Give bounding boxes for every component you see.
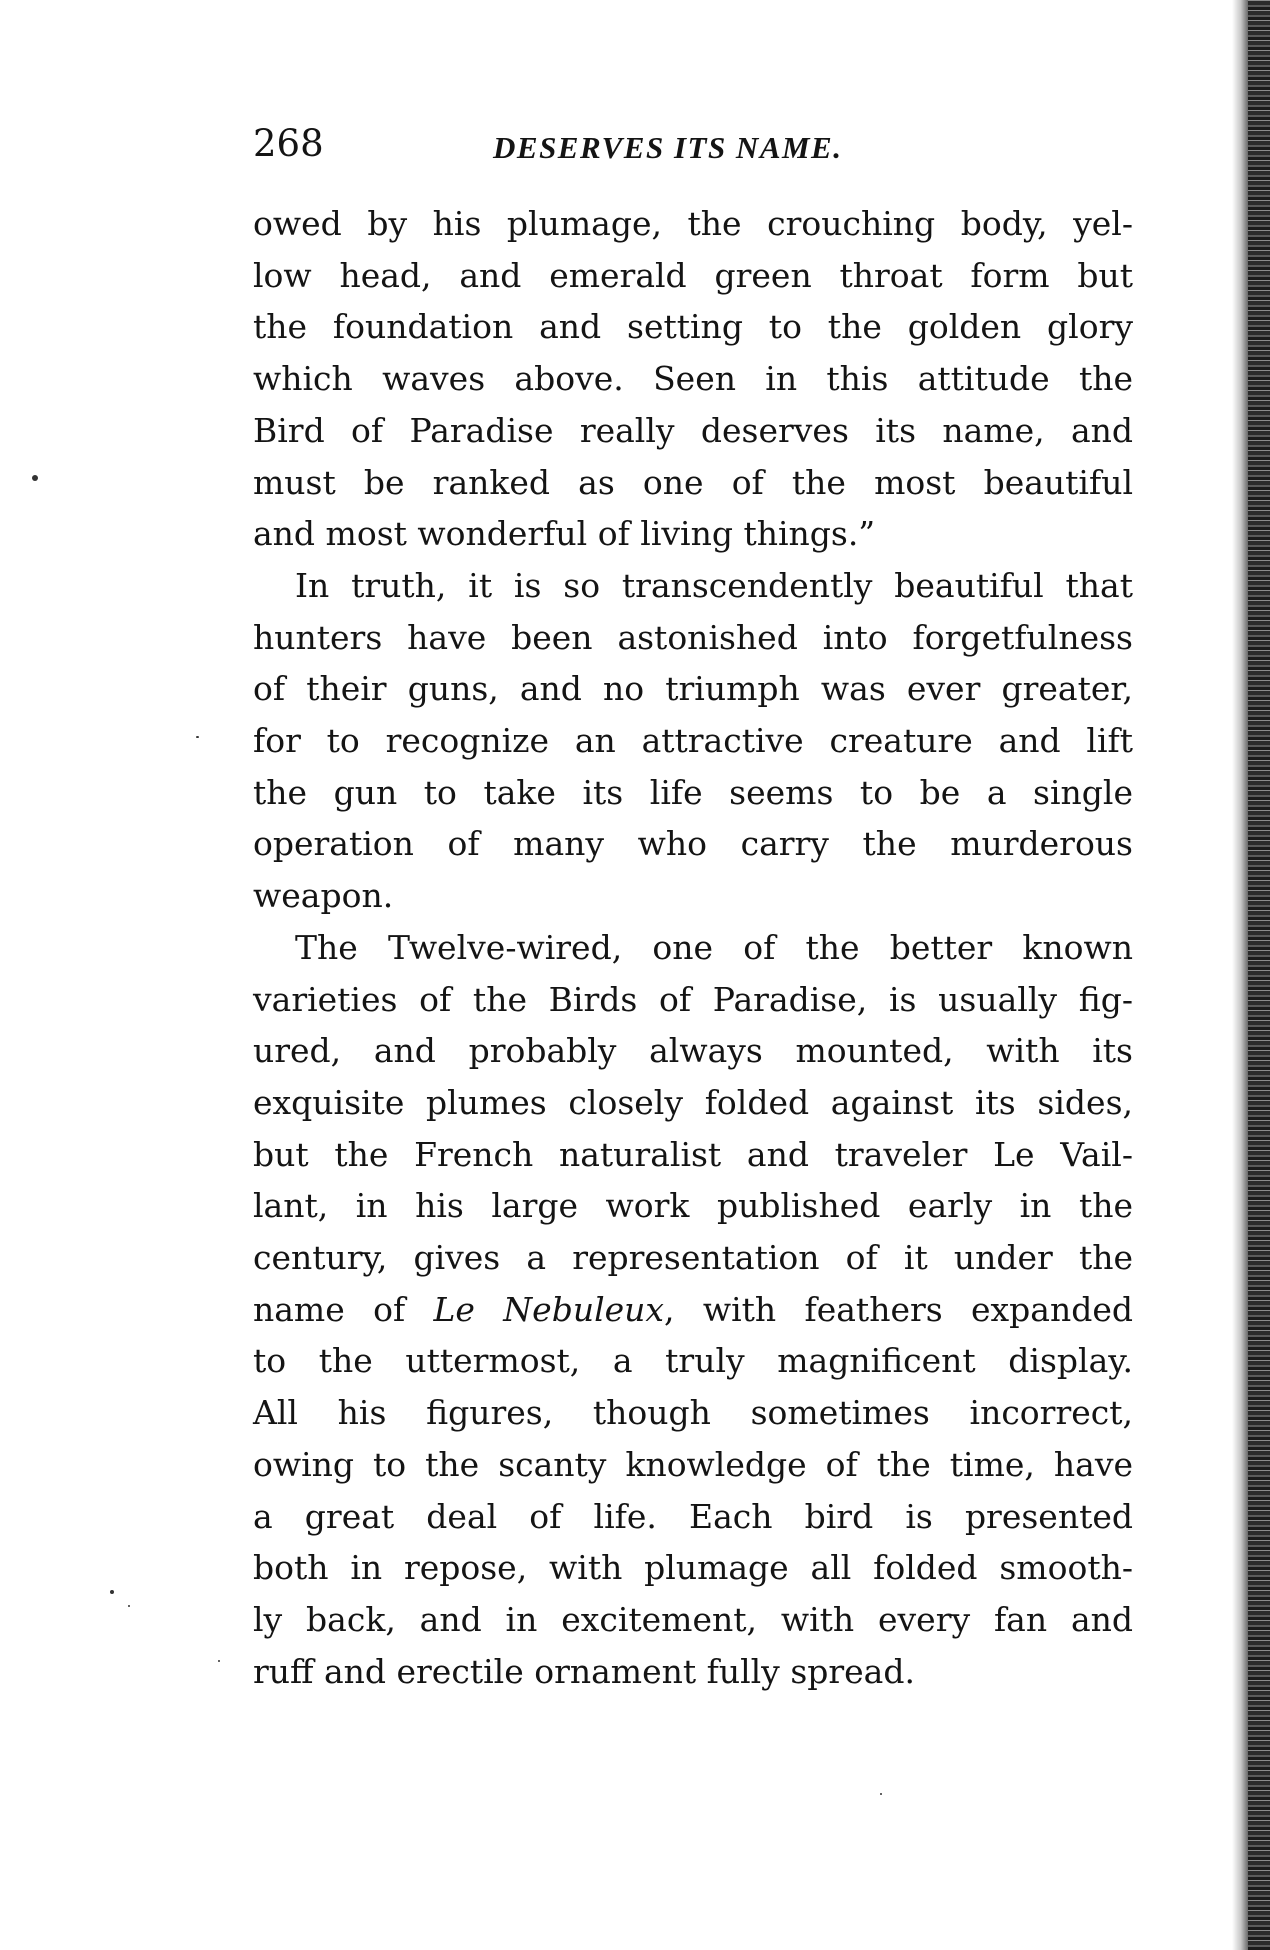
text-line: owing to the scanty knowledge of the time, have: [253, 1444, 1133, 1484]
text-line: both in repose, with plumage all folded smooth-: [253, 1548, 1133, 1588]
text-line: The Twelve-wired, one of the better known: [295, 927, 1133, 967]
text-line: to the uttermost, a truly magnificent display.: [253, 1341, 1133, 1381]
text-line: weapon.: [253, 876, 394, 916]
text-line: of their guns, and no triumph was ever greater,: [253, 669, 1133, 709]
text-line: lant, in his large work published early in the: [253, 1186, 1133, 1226]
text-line: but the French naturalist and traveler Le Vail-: [253, 1134, 1133, 1174]
text-line: low head, and emerald green throat form but: [253, 255, 1133, 295]
text-line: varieties of the Birds of Paradise, is usually fig-: [253, 979, 1133, 1019]
italic-title: Le Nebuleux: [433, 1289, 665, 1329]
text-line: Bird of Paradise really deserves its name, and: [253, 410, 1133, 450]
text-line: ruff and erectile ornament fully spread.: [253, 1651, 915, 1691]
scan-speck: [218, 1660, 220, 1662]
text-line: All his figures, though sometimes incorrect,: [253, 1393, 1133, 1433]
text-line: and most wonderful of living things.”: [253, 514, 876, 554]
scan-speck: [110, 1590, 114, 1594]
scan-speck: [32, 475, 38, 481]
text-line: must be ranked as one of the most beautiful: [253, 462, 1133, 502]
text-line: operation of many who carry the murderous: [253, 824, 1133, 864]
text-run: , with feathers expanded: [664, 1289, 1133, 1329]
text-line: the foundation and setting to the golden glory: [253, 307, 1133, 347]
text-line: exquisite plumes closely folded against its sides,: [253, 1082, 1133, 1122]
text-line: ly back, and in excitement, with every fan and: [253, 1599, 1133, 1639]
text-line: which waves above. Seen in this attitude the: [253, 359, 1133, 399]
running-head: [253, 122, 1133, 182]
scan-edge: [1248, 0, 1270, 1950]
text-line: century, gives a representation of it under the: [253, 1238, 1133, 1278]
scan-speck: [880, 1793, 882, 1795]
page-number: 268: [253, 122, 324, 165]
text-run: name of: [253, 1289, 434, 1329]
text-line: a great deal of life. Each bird is presented: [253, 1496, 1133, 1536]
scan-edge-shadow: [1232, 0, 1248, 1950]
text-line: owed by his plumage, the crouching body, yel-: [253, 204, 1133, 243]
text-line: for to recognize an attractive creature and lift: [253, 721, 1133, 761]
text-line: hunters have been astonished into forgetfulness: [253, 617, 1133, 657]
running-title: DESERVES ITS NAME.: [493, 130, 843, 165]
text-line-with-italic: [253, 1284, 1133, 1336]
scan-speck: [128, 1605, 130, 1607]
scan-speck: [196, 736, 199, 738]
body-text: [253, 198, 1133, 1697]
text-line: the gun to take its life seems to be a single: [253, 772, 1133, 812]
text-line: In truth, it is so transcendently beautiful that: [295, 565, 1133, 605]
text-line: ured, and probably always mounted, with its: [253, 1031, 1133, 1071]
